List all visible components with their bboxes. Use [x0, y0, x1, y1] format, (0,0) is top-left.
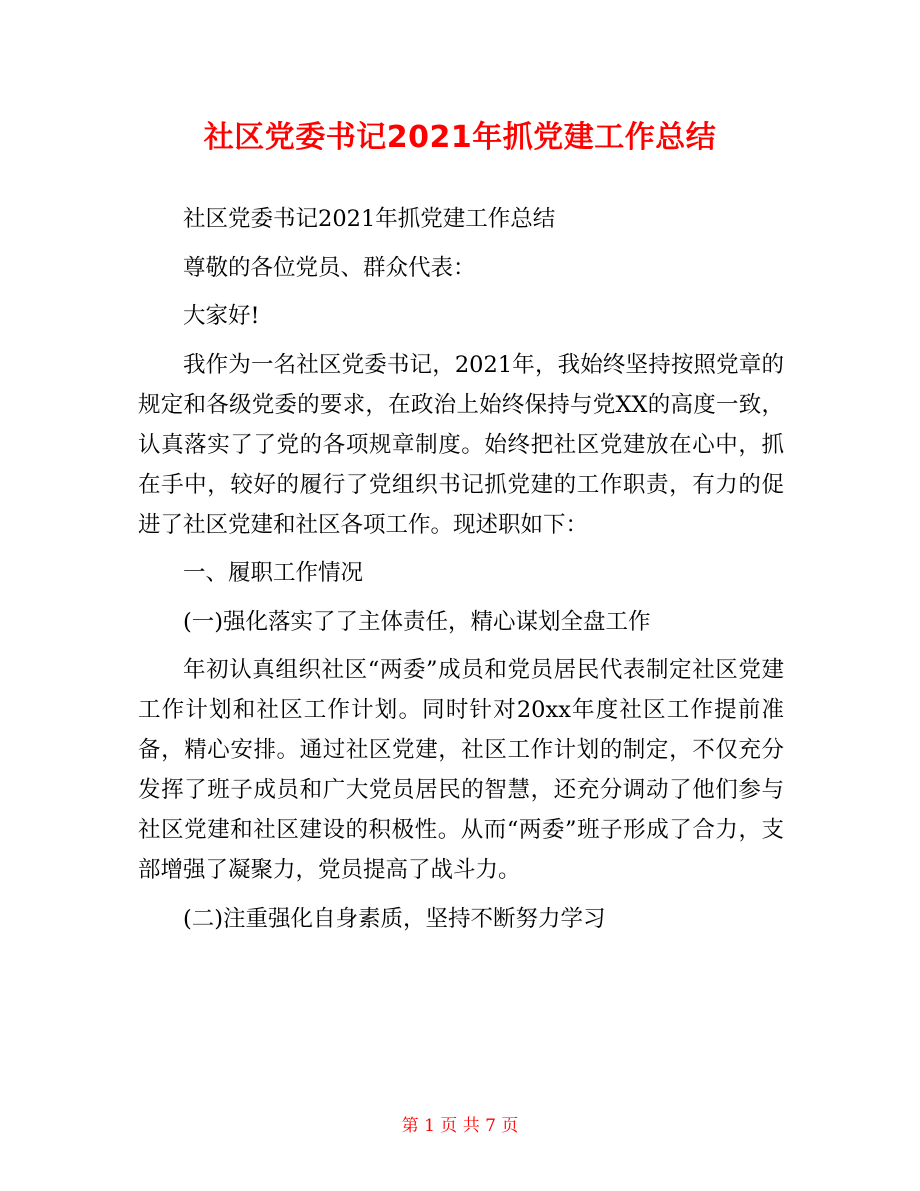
page-number-label: 第 1 页 共 7 页	[401, 1116, 519, 1136]
page-footer	[0, 1114, 920, 1138]
paragraph-subsection-1: 年初认真组织社区“两委”成员和党员居民代表制定社区党建工作计划和社区工作计划。同时针对20xx年度社区工作提前准备，精心安排。通过社区党建，社区工作计划的制定，不仅充分发挥了班子成员和广大党员居民的智慧，还充分调动了他们参与社区党建和社区建设的积极性。从而“两委”班子形成了合力，支部增强了凝聚力，党员提高了战斗力。	[138, 657, 784, 883]
paragraph-intro: 我作为一名社区党委书记，2021年，我始终坚持按照党章的规定和各级党委的要求，在政治上始终保持与党XX的高度一致，认真落实了了党的各项规章制度。始终把社区党建放在心中，抓在手中，较好的履行了党组织书记抓党建的工作职责，有力的促进了社区党建和社区各项工作。现述职如下：	[138, 351, 784, 538]
section-heading-1: 一、履职工作情况	[183, 560, 364, 586]
paragraph-salutation: 尊敬的各位党员、群众代表：	[183, 254, 476, 281]
document-title: 社区党委书记2021年抓党建工作总结	[203, 120, 717, 155]
paragraph-subtitle: 社区党委书记2021年抓党建工作总结	[183, 206, 556, 232]
subsection-heading-2: (二)注重强化自身素质，坚持不断努力学习	[183, 905, 606, 932]
subsection-heading-1: (一)强化落实了了主体责任，精心谋划全盘工作	[183, 608, 651, 635]
paragraph-greeting: 大家好!	[183, 303, 260, 329]
document-body	[138, 199, 784, 947]
